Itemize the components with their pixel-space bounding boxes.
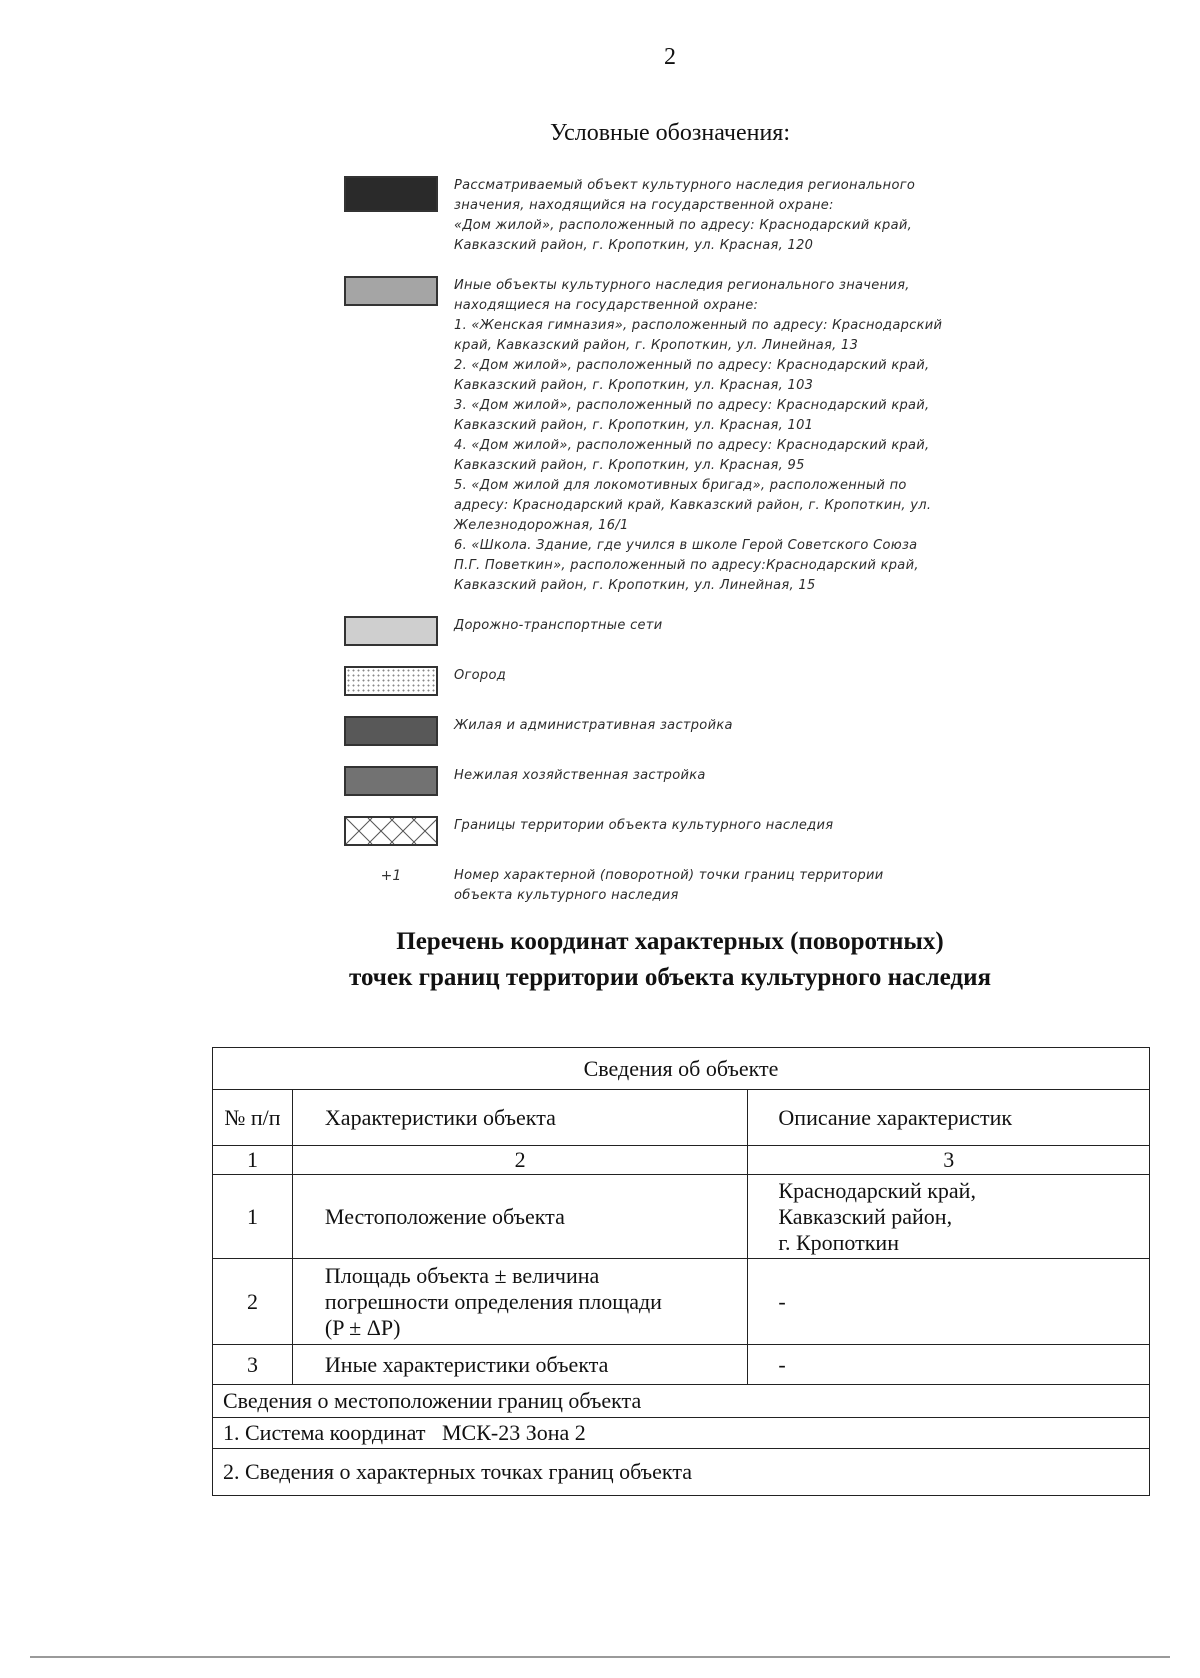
table-title: Сведения об объекте [213, 1048, 1150, 1090]
section-heading: Перечень координат характерных (поворотных) точек границ территории объекта культурного наследия [349, 928, 991, 991]
legend-entry-residential: Жилая и административная застройка [344, 716, 1004, 746]
legend-title: Условные обозначения: [549, 120, 791, 146]
column-number-row: 1 2 3 [213, 1146, 1150, 1175]
legend-entry-nonresidential: Нежилая хозяйственная застройка [344, 766, 1004, 796]
scan-edge-line [30, 1656, 1170, 1658]
nonresidential-fill-swatch [344, 766, 438, 796]
legend-entry-roads: Дорожно-транспортные сети [344, 616, 1004, 646]
dark-fill-swatch [344, 176, 438, 212]
footer-row: 1. Система координат МСК-23 Зона 2 [213, 1418, 1150, 1449]
footer-row: Сведения о местоположении границ объекта [213, 1385, 1150, 1418]
table-row: 2 Площадь объекта ± величина погрешности определения площади (P ± ΔP) - [213, 1259, 1150, 1345]
legend-entry-protected-object: Рассматриваемый объект культурного наследия регионального значения, находящийся на государственной охране: «Дом жилой», расположенный по адресу: Краснодарский край, Кавказский район, г. Кропоткин, ул. Красная, 120 [344, 176, 1004, 256]
turning-point-symbol: +1 [380, 868, 402, 884]
object-info-table [212, 1047, 1150, 1496]
legend-entry-boundaries: Границы территории объекта культурного наследия [344, 816, 1004, 846]
road-fill-swatch [344, 616, 438, 646]
table-header-row [213, 1090, 1150, 1146]
residential-fill-swatch [344, 716, 438, 746]
legend-entry-turning-point: +1 Номер характерной (поворотной) точки границ территории объекта культурного наследия [344, 866, 1004, 906]
crosshatch-icon [346, 818, 436, 844]
page-number: 2 [664, 44, 676, 70]
header-num: № п/п [213, 1090, 293, 1146]
footer-row: 2. Сведения о характерных точках границ объекта [213, 1449, 1150, 1496]
legend-entry-garden: Огород [344, 666, 1004, 696]
table-row: 1 Местоположение объекта Краснодарский край, Кавказский район, г. Кропоткин [213, 1175, 1150, 1259]
dotted-fill-swatch [344, 666, 438, 696]
header-description: Описание характеристик [748, 1090, 1150, 1146]
crosshatch-swatch [344, 816, 438, 846]
legend-entry-other-objects: Иные объекты культурного наследия регионального значения, находящиеся на государственной охране: 1. «Женская гимназия», расположенный по адресу: Краснодарский край, Кавказский район, г. Кропоткин, ул. Линейная, 13 2. «Дом жилой», расположенный по адресу: Краснодарский край, Кавказский район, г. Кропоткин, ул. Красная, 103 3. «Дом жилой», расположенный по адресу: Краснодарский край, Кавказский район, г. Кропоткин, ул. Красная, 101 4. «Дом жилой», расположенный по адресу: Краснодарский край, Кавказский район, г. Кропоткин, ул. Красная, 95 5. «Дом жилой для локомотивных бригад», расположенный по адресу: Краснодарский край, Кавказский район, г. Кропоткин, ул. Железнодорожная, 16/1 6. «Школа. Здание, где учился в школе Герой Советского Союза П.Г. Поветкин», расположенный по адресу:Краснодарский край, Кавказский район, г. Кропоткин, ул. Линейная, 15 [344, 276, 1004, 596]
table-title-row [213, 1048, 1150, 1090]
table-row: 3 Иные характеристики объекта - [213, 1345, 1150, 1385]
legend [344, 176, 1004, 926]
header-characteristics: Характеристики объекта [292, 1090, 748, 1146]
gray-fill-swatch [344, 276, 438, 306]
